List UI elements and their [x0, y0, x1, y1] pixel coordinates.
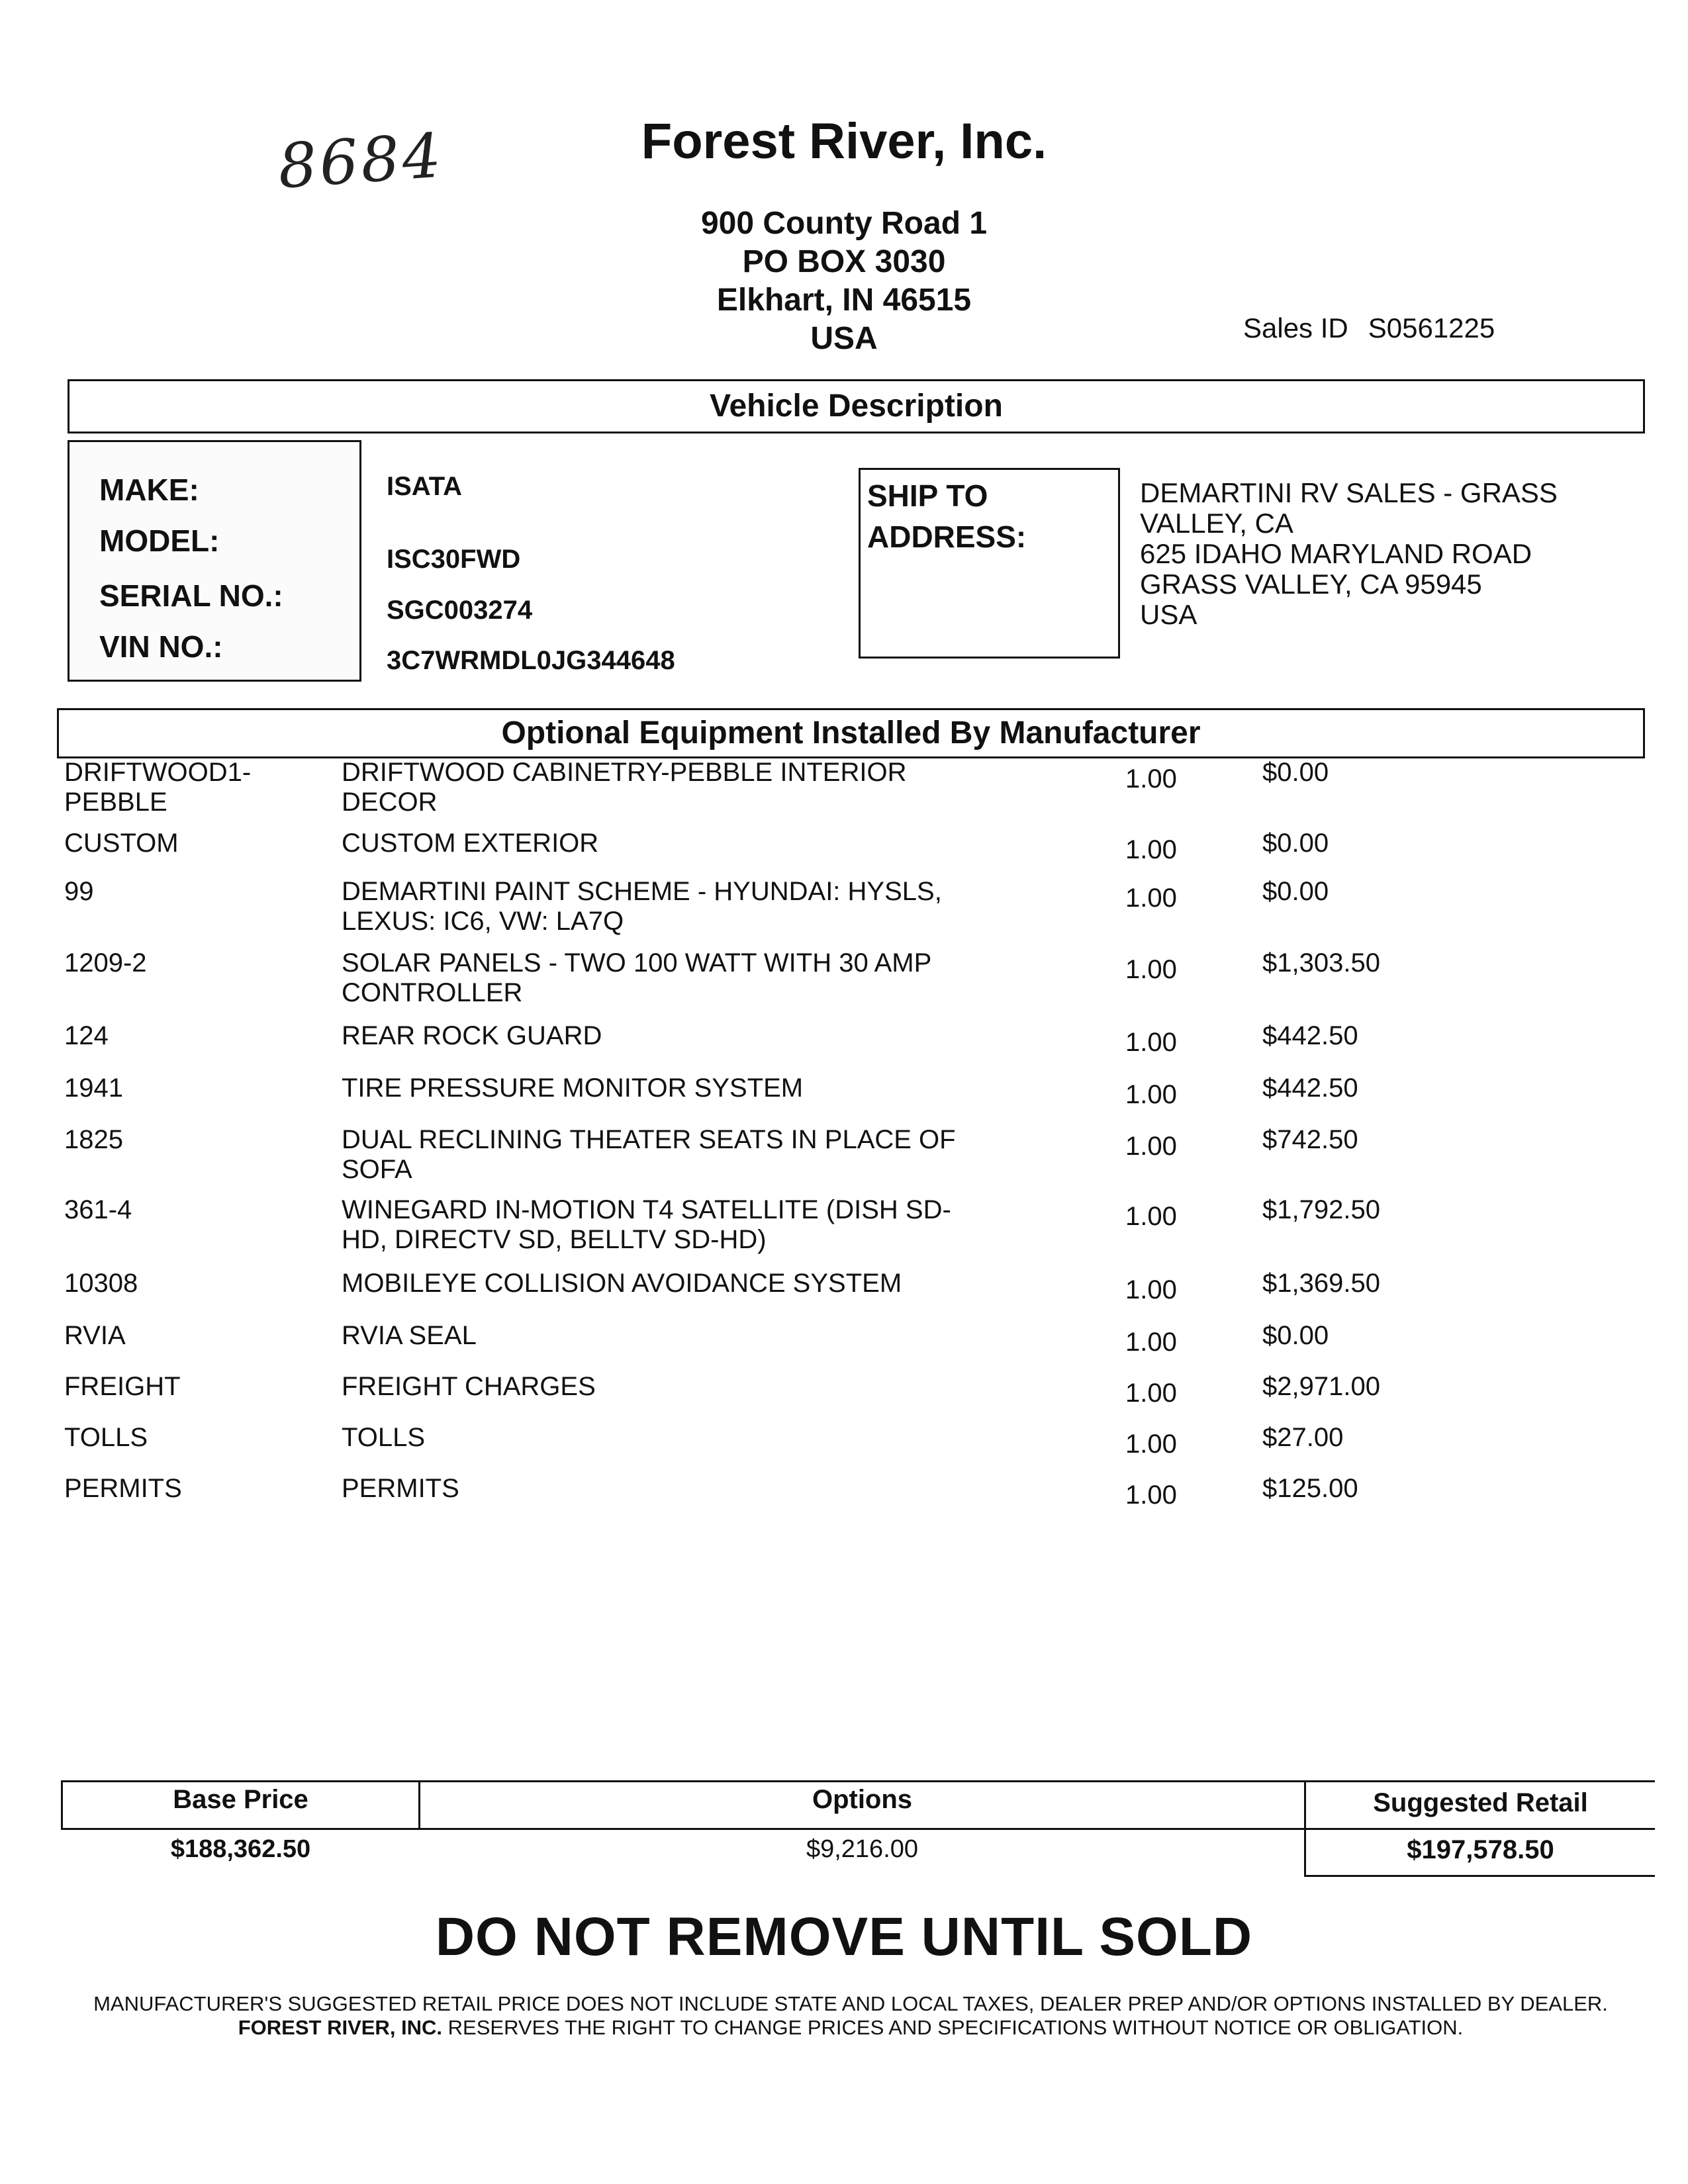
sales-id-label: Sales ID — [1243, 312, 1348, 343]
totals-top-rule — [61, 1780, 1655, 1782]
option-description: TIRE PRESSURE MONITOR SYSTEM — [342, 1073, 804, 1103]
company-name: Forest River, Inc. — [641, 113, 1047, 169]
base-price-label: Base Price — [173, 1785, 308, 1814]
option-price: $0.00 — [1262, 758, 1329, 787]
serial-value: SGC003274 — [387, 596, 533, 625]
option-price: $0.00 — [1262, 877, 1329, 906]
option-quantity: 1.00 — [1125, 1430, 1177, 1459]
option-description: TOLLS — [342, 1423, 425, 1452]
option-code: 10308 — [64, 1269, 138, 1298]
option-code: 1941 — [64, 1073, 123, 1103]
options-label: Options — [812, 1785, 913, 1814]
do-not-remove-banner: DO NOT REMOVE UNTIL SOLD — [435, 1907, 1253, 1967]
option-quantity: 1.00 — [1125, 1080, 1177, 1109]
option-price: $742.50 — [1262, 1125, 1358, 1154]
option-quantity: 1.00 — [1125, 1202, 1177, 1231]
option-code: 99 — [64, 877, 94, 906]
option-quantity: 1.00 — [1125, 1028, 1177, 1057]
option-price: $0.00 — [1262, 829, 1329, 858]
vehicle-description-header — [68, 379, 1645, 433]
option-quantity: 1.00 — [1125, 1132, 1177, 1161]
option-code: CUSTOM — [64, 829, 179, 858]
vin-value: 3C7WRMDL0JG344648 — [387, 646, 675, 675]
ship-to-line-2: VALLEY, CA — [1140, 508, 1293, 539]
option-quantity: 1.00 — [1125, 1328, 1177, 1357]
sales-id — [1243, 312, 1495, 344]
disclaimer-company: FOREST RIVER, INC. — [238, 2016, 443, 2039]
totals-mid-rule — [61, 1828, 1655, 1830]
option-description: MOBILEYE COLLISION AVOIDANCE SYSTEM — [342, 1269, 902, 1298]
company-address-line-2: PO BOX 3030 — [742, 244, 946, 279]
option-description: SOLAR PANELS - TWO 100 WATT WITH 30 AMP CONTROLLER — [342, 948, 932, 1007]
option-description: DEMARTINI PAINT SCHEME - HYUNDAI: HYSLS, LEXUS: IC6, VW: LA7Q — [342, 877, 942, 936]
option-price: $125.00 — [1262, 1474, 1358, 1503]
make-label: MAKE: — [99, 473, 199, 507]
options-value: $9,216.00 — [806, 1835, 919, 1863]
option-code: PERMITS — [64, 1474, 182, 1503]
option-price: $442.50 — [1262, 1021, 1358, 1050]
serial-label: SERIAL NO.: — [99, 578, 283, 613]
option-price: $1,303.50 — [1262, 948, 1380, 978]
company-address-line-1: 900 County Road 1 — [700, 206, 988, 241]
option-code: RVIA — [64, 1321, 126, 1350]
option-description: FREIGHT CHARGES — [342, 1372, 596, 1401]
ship-to-address — [1140, 478, 1558, 630]
option-quantity: 1.00 — [1125, 1379, 1177, 1408]
option-description: DRIFTWOOD CABINETRY-PEBBLE INTERIOR DECOR — [342, 758, 907, 817]
optional-equipment-header — [57, 708, 1645, 758]
option-code: 1209-2 — [64, 948, 147, 978]
option-code: DRIFTWOOD1- PEBBLE — [64, 758, 252, 817]
option-quantity: 1.00 — [1125, 764, 1177, 794]
option-description: PERMITS — [342, 1474, 459, 1503]
option-price: $1,792.50 — [1262, 1195, 1380, 1224]
option-price: $1,369.50 — [1262, 1269, 1380, 1298]
option-description: DUAL RECLINING THEATER SEATS IN PLACE OF SOFA — [342, 1125, 956, 1184]
pricing-disclaimer — [79, 1992, 1622, 2040]
option-code: FREIGHT — [64, 1372, 181, 1401]
option-price: $2,971.00 — [1262, 1372, 1380, 1401]
suggested-retail-label: Suggested Retail — [1373, 1788, 1588, 1817]
company-address-line-3: Elkhart, IN 46515 — [716, 283, 972, 318]
option-quantity: 1.00 — [1125, 1275, 1177, 1304]
ship-to-line-5: USA — [1140, 599, 1197, 630]
ship-to-line-3: 625 IDAHO MARYLAND ROAD — [1140, 538, 1532, 569]
optional-equipment-title: Optional Equipment Installed By Manufacturer — [501, 715, 1201, 751]
option-code: 361-4 — [64, 1195, 132, 1224]
company-address-line-4: USA — [810, 321, 878, 356]
ship-to-line-4: GRASS VALLEY, CA 95945 — [1140, 569, 1482, 600]
disclaimer-part-2: RESERVES THE RIGHT TO CHANGE PRICES AND SPECIFICATIONS WITHOUT NOTICE OR OBLIGATION. — [442, 2016, 1464, 2039]
option-quantity: 1.00 — [1125, 884, 1177, 913]
option-code: TOLLS — [64, 1423, 148, 1452]
model-value: ISC30FWD — [387, 545, 521, 574]
option-quantity: 1.00 — [1125, 835, 1177, 864]
option-code: 1825 — [64, 1125, 123, 1154]
ship-to-line-1: DEMARTINI RV SALES - GRASS — [1140, 477, 1558, 508]
option-description: REAR ROCK GUARD — [342, 1021, 602, 1050]
ship-to-label-line-1: SHIP TO — [867, 478, 988, 513]
option-description: RVIA SEAL — [342, 1321, 477, 1350]
model-label: MODEL: — [99, 523, 220, 558]
option-price: $0.00 — [1262, 1321, 1329, 1350]
base-price-value: $188,362.50 — [170, 1835, 311, 1863]
option-description: WINEGARD IN-MOTION T4 SATELLITE (DISH SD- HD, DIRECTV SD, BELLTV SD-HD) — [342, 1195, 951, 1254]
option-price: $27.00 — [1262, 1423, 1344, 1452]
option-price: $442.50 — [1262, 1073, 1358, 1103]
disclaimer-part-1: MANUFACTURER'S SUGGESTED RETAIL PRICE DOES NOT INCLUDE STATE AND LOCAL TAXES, DEALER PREP AND/OR OPTIONS INSTALLED BY DEALER. — [93, 1992, 1608, 2015]
sales-id-value: S0561225 — [1368, 312, 1495, 343]
option-quantity: 1.00 — [1125, 1480, 1177, 1510]
handwritten-note: 8684 — [275, 120, 446, 203]
totals-bottom-rule — [1304, 1875, 1655, 1877]
vehicle-description-title: Vehicle Description — [710, 388, 1003, 424]
suggested-retail-value: $197,578.50 — [1407, 1835, 1554, 1864]
make-value: ISATA — [387, 472, 463, 501]
option-quantity: 1.00 — [1125, 955, 1177, 984]
option-description: CUSTOM EXTERIOR — [342, 829, 599, 858]
ship-to-label-line-2: ADDRESS: — [867, 520, 1027, 554]
option-code: 124 — [64, 1021, 109, 1050]
vin-label: VIN NO.: — [99, 629, 223, 664]
